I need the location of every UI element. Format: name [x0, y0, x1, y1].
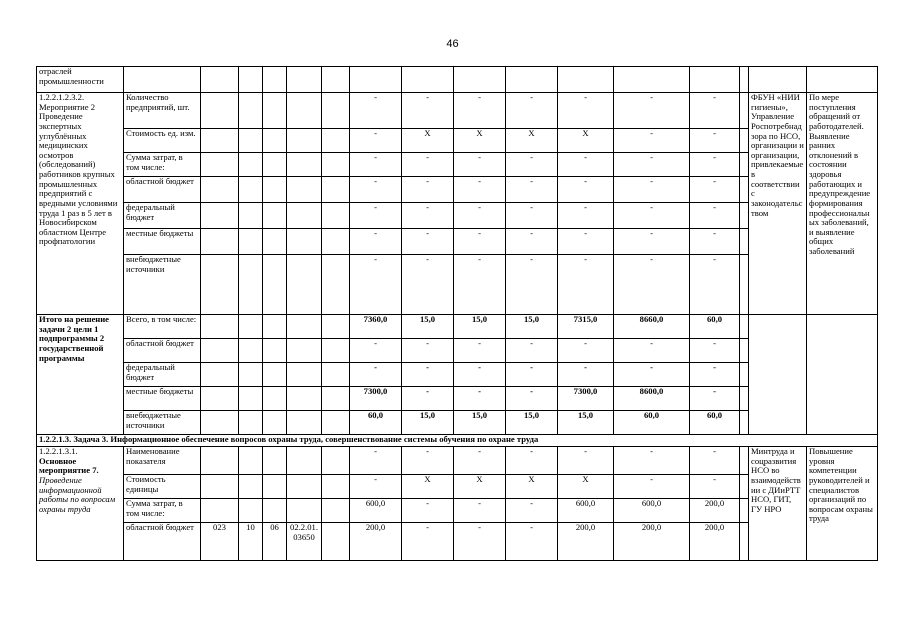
value-cell: - [614, 177, 690, 203]
code-cell [322, 411, 350, 435]
value-cell: - [506, 339, 558, 363]
value-cell: Х [506, 129, 558, 153]
item-name-cell [37, 93, 124, 315]
empty-cell [124, 67, 201, 93]
code-cell [287, 315, 322, 339]
code-cell [263, 177, 287, 203]
empty-cell [287, 67, 322, 93]
value-cell: - [614, 475, 690, 499]
code-cell [201, 315, 239, 339]
code-cell [263, 255, 287, 315]
total-title: Итого на решение задачи 2 цели 1 подпрограммы 2 государственной программы [37, 315, 124, 435]
value-cell: Х [506, 475, 558, 499]
code-cell [201, 153, 239, 177]
code-cell [322, 475, 350, 499]
value-cell: - [614, 93, 690, 129]
code-cell [322, 229, 350, 255]
code-cell [201, 499, 239, 523]
value-cell: 200,0 [690, 523, 740, 561]
code-cell [263, 447, 287, 475]
code-cell [201, 363, 239, 387]
section-title: 1.2.2.1.3. Задача 3. Информационное обеспечение вопросов охраны труда, совершенствование системы обучения по охране труда [37, 435, 878, 447]
code-cell [263, 93, 287, 129]
value-cell: - [506, 387, 558, 411]
csr-code: 02.2.01.03650 [287, 523, 322, 561]
value-cell: - [402, 203, 454, 229]
value-cell: - [402, 255, 454, 315]
value-cell: - [402, 523, 454, 561]
value-cell: - [350, 177, 402, 203]
value-cell: 15,0 [454, 315, 506, 339]
value-cell: 15,0 [506, 315, 558, 339]
value-cell: - [506, 93, 558, 129]
value-cell: - [454, 499, 506, 523]
value-cell: - [506, 447, 558, 475]
value-cell: - [614, 229, 690, 255]
code-cell [263, 315, 287, 339]
empty-cell [749, 67, 807, 93]
value-cell: - [454, 387, 506, 411]
value-cell: - [690, 447, 740, 475]
spacer-cell [740, 153, 749, 177]
value-cell: - [402, 339, 454, 363]
result-cell: Повышение уровня компетенции руководителей и специалистов организаций по вопросам охраны труда [807, 447, 878, 561]
value-cell: - [506, 255, 558, 315]
code-cell [239, 129, 263, 153]
value-cell: - [506, 229, 558, 255]
code-cell [201, 203, 239, 229]
value-cell: - [558, 363, 614, 387]
code-cell [201, 387, 239, 411]
value-cell: Х [454, 129, 506, 153]
value-cell: - [558, 229, 614, 255]
value-cell: - [558, 255, 614, 315]
value-cell: 7315,0 [558, 315, 614, 339]
row-label: областной бюджет [124, 177, 201, 203]
vr-code [322, 523, 350, 561]
code-cell [287, 229, 322, 255]
table-body [37, 67, 878, 561]
value-cell: - [614, 129, 690, 153]
executor-cell: Минтруда и соцразвития НСО во взаимодействии с ДИиРТТ НСО, ГИТ, ГУ НРО [749, 447, 807, 561]
value-cell: - [690, 203, 740, 229]
value-cell: - [402, 93, 454, 129]
empty-cell [690, 67, 740, 93]
code-cell [287, 363, 322, 387]
value-cell: - [614, 203, 690, 229]
item-title: Основное мероприятие 7. [39, 455, 99, 476]
item-code: 1.2.2.1.2.3.2. [39, 92, 85, 102]
code-cell [239, 499, 263, 523]
value-cell: - [350, 255, 402, 315]
value-cell: - [506, 177, 558, 203]
row-label: внебюджетные источники [124, 411, 201, 435]
value-cell: - [454, 255, 506, 315]
row-label: местные бюджеты [124, 229, 201, 255]
pr-code: 06 [263, 523, 287, 561]
value-cell: - [454, 203, 506, 229]
row-label: Сумма затрат, в том числе: [124, 153, 201, 177]
value-cell: 600,0 [558, 499, 614, 523]
spacer-cell [740, 387, 749, 411]
spacer-cell [740, 229, 749, 255]
value-cell: - [558, 153, 614, 177]
row-label: внебюджетные источники [124, 255, 201, 315]
value-cell: 60,0 [690, 411, 740, 435]
value-cell: 200,0 [558, 523, 614, 561]
code-cell [322, 255, 350, 315]
value-cell: - [506, 523, 558, 561]
code-cell [201, 255, 239, 315]
value-cell: - [506, 499, 558, 523]
code-cell [287, 499, 322, 523]
value-cell: 8660,0 [614, 315, 690, 339]
code-cell [201, 129, 239, 153]
value-cell: - [454, 363, 506, 387]
code-cell [287, 339, 322, 363]
value-cell: - [454, 177, 506, 203]
empty-cell [740, 67, 749, 93]
value-cell: 15,0 [454, 411, 506, 435]
spacer-cell [740, 411, 749, 435]
result-cell: По мере поступления обращений от работодателей. Выявление ранних отклонений в состоянии здоровья работающих и предупреждение формирования профессиональных заболеваний, и выявление общих заболеваний [807, 93, 878, 315]
value-cell: - [402, 229, 454, 255]
code-cell [322, 363, 350, 387]
empty-cell [350, 67, 402, 93]
value-cell: - [350, 363, 402, 387]
code-cell [287, 93, 322, 129]
code-cell [263, 363, 287, 387]
value-cell: - [690, 475, 740, 499]
spacer-cell [740, 129, 749, 153]
code-cell [322, 93, 350, 129]
code-cell [322, 339, 350, 363]
empty-cell [558, 67, 614, 93]
value-cell: 7300,0 [558, 387, 614, 411]
value-cell: 200,0 [690, 499, 740, 523]
value-cell: - [690, 177, 740, 203]
empty-cell [506, 67, 558, 93]
value-cell: 8600,0 [614, 387, 690, 411]
code-cell [239, 387, 263, 411]
value-cell: - [558, 203, 614, 229]
value-cell: - [402, 387, 454, 411]
spacer-cell [740, 255, 749, 315]
code-cell [239, 363, 263, 387]
value-cell: - [558, 339, 614, 363]
code-cell [322, 387, 350, 411]
value-cell: 15,0 [402, 411, 454, 435]
program-table [36, 66, 878, 561]
code-cell [263, 475, 287, 499]
value-cell: - [506, 363, 558, 387]
code-cell [239, 475, 263, 499]
value-cell: - [350, 339, 402, 363]
item-name: Мероприятие 2 Проведение экспертных углублённых медицинских осмотров (обследований) работников крупных промышленных предприятий с вредными условиями труда 1 раз в 5 лет в Новосибирском областном Центре профпатологии [39, 101, 118, 247]
code-cell [287, 255, 322, 315]
empty-cell [402, 67, 454, 93]
item-desc: Проведение информационной работы по вопросам охраны труда [39, 474, 116, 514]
empty-cell [263, 67, 287, 93]
item-code: 1.2.2.1.3.1. [39, 446, 78, 456]
code-cell [263, 411, 287, 435]
item-name-cont: отраслей промышленности [37, 67, 124, 93]
code-cell [239, 153, 263, 177]
code-cell [263, 153, 287, 177]
value-cell: - [614, 339, 690, 363]
code-cell [239, 339, 263, 363]
value-cell: 600,0 [614, 499, 690, 523]
code-cell [322, 315, 350, 339]
code-cell [263, 499, 287, 523]
code-cell [322, 153, 350, 177]
empty-cell [322, 67, 350, 93]
value-cell: 200,0 [614, 523, 690, 561]
value-cell: - [690, 153, 740, 177]
value-cell: - [454, 229, 506, 255]
code-cell [239, 411, 263, 435]
row-label: областной бюджет [124, 523, 201, 561]
value-cell: 200,0 [350, 523, 402, 561]
result-cell [807, 315, 878, 435]
value-cell: - [506, 153, 558, 177]
code-cell [201, 229, 239, 255]
row-label: Сумма затрат, в том числе: [124, 499, 201, 523]
rz-code: 10 [239, 523, 263, 561]
value-cell: Х [558, 475, 614, 499]
row-label: местные бюджеты [124, 387, 201, 411]
value-cell: - [614, 153, 690, 177]
value-cell: - [614, 447, 690, 475]
value-cell: 7300,0 [350, 387, 402, 411]
empty-cell [807, 67, 878, 93]
value-cell: Х [402, 475, 454, 499]
row-label: федеральный бюджет [124, 363, 201, 387]
value-cell: - [690, 129, 740, 153]
value-cell: - [614, 255, 690, 315]
code-cell [287, 203, 322, 229]
code-cell [287, 387, 322, 411]
value-cell: - [614, 363, 690, 387]
spacer-cell [740, 93, 749, 129]
code-cell [322, 447, 350, 475]
value-cell: - [454, 523, 506, 561]
code-cell [287, 153, 322, 177]
code-cell [239, 229, 263, 255]
code-cell [263, 129, 287, 153]
row-label: федеральный бюджет [124, 203, 201, 229]
code-cell [239, 447, 263, 475]
value-cell: 60,0 [614, 411, 690, 435]
value-cell: 60,0 [350, 411, 402, 435]
row-label: Стоимость единицы [124, 475, 201, 499]
value-cell: 15,0 [402, 315, 454, 339]
code-cell [287, 411, 322, 435]
page-number: 46 [446, 38, 459, 50]
value-cell: - [350, 203, 402, 229]
code-cell [263, 387, 287, 411]
grbs-code: 023 [201, 523, 239, 561]
spacer-cell [740, 315, 749, 339]
value-cell: - [558, 177, 614, 203]
value-cell: - [350, 93, 402, 129]
value-cell: - [690, 363, 740, 387]
spacer-cell [740, 447, 749, 475]
value-cell: 600,0 [350, 499, 402, 523]
value-cell: - [690, 387, 740, 411]
code-cell [322, 203, 350, 229]
value-cell: 15,0 [558, 411, 614, 435]
code-cell [287, 447, 322, 475]
code-cell [322, 129, 350, 153]
value-cell: - [402, 153, 454, 177]
code-cell [287, 177, 322, 203]
code-cell [239, 315, 263, 339]
code-cell [239, 177, 263, 203]
code-cell [201, 447, 239, 475]
value-cell: - [454, 447, 506, 475]
row-label: областной бюджет [124, 339, 201, 363]
value-cell: - [690, 255, 740, 315]
code-cell [263, 203, 287, 229]
value-cell: - [402, 447, 454, 475]
code-cell [322, 499, 350, 523]
value-cell: - [558, 93, 614, 129]
code-cell [201, 475, 239, 499]
value-cell: 60,0 [690, 315, 740, 339]
spacer-cell [740, 499, 749, 523]
executor-cell: ФБУН «НИИ гигиены», Управление Роспотребнадзора по НСО, организации и организации, привлекаемые в соответствии с законодательством [749, 93, 807, 315]
value-cell: - [350, 153, 402, 177]
value-cell: - [402, 363, 454, 387]
empty-cell [239, 67, 263, 93]
empty-cell [454, 67, 506, 93]
code-cell [201, 411, 239, 435]
spacer-cell [740, 339, 749, 363]
value-cell: - [558, 447, 614, 475]
spacer-cell [740, 203, 749, 229]
value-cell: - [402, 499, 454, 523]
code-cell [263, 339, 287, 363]
code-cell [239, 93, 263, 129]
empty-cell [201, 67, 239, 93]
value-cell: 7360,0 [350, 315, 402, 339]
spacer-cell [740, 475, 749, 499]
code-cell [201, 339, 239, 363]
code-cell [263, 229, 287, 255]
value-cell: - [350, 475, 402, 499]
value-cell: - [506, 203, 558, 229]
code-cell [287, 475, 322, 499]
value-cell: - [454, 339, 506, 363]
empty-cell [614, 67, 690, 93]
code-cell [239, 203, 263, 229]
spacer-cell [740, 363, 749, 387]
value-cell: - [690, 229, 740, 255]
value-cell: - [350, 447, 402, 475]
item-name-cell [37, 447, 124, 561]
value-cell: Х [558, 129, 614, 153]
value-cell: - [402, 177, 454, 203]
spacer-cell [740, 177, 749, 203]
value-cell: - [690, 93, 740, 129]
value-cell: Х [402, 129, 454, 153]
row-label: Стоимость ед. изм. [124, 129, 201, 153]
value-cell: - [454, 153, 506, 177]
code-cell [239, 255, 263, 315]
row-label: Всего, в том числе: [124, 315, 201, 339]
value-cell: 15,0 [506, 411, 558, 435]
row-label: Количество предприятий, шт. [124, 93, 201, 129]
executor-cell [749, 315, 807, 435]
value-cell: - [690, 339, 740, 363]
value-cell: Х [454, 475, 506, 499]
code-cell [322, 177, 350, 203]
code-cell [201, 177, 239, 203]
row-label: Наименование показателя [124, 447, 201, 475]
value-cell: - [350, 129, 402, 153]
value-cell: - [454, 93, 506, 129]
code-cell [201, 93, 239, 129]
code-cell [287, 129, 322, 153]
value-cell: - [350, 229, 402, 255]
spacer-cell [740, 523, 749, 561]
